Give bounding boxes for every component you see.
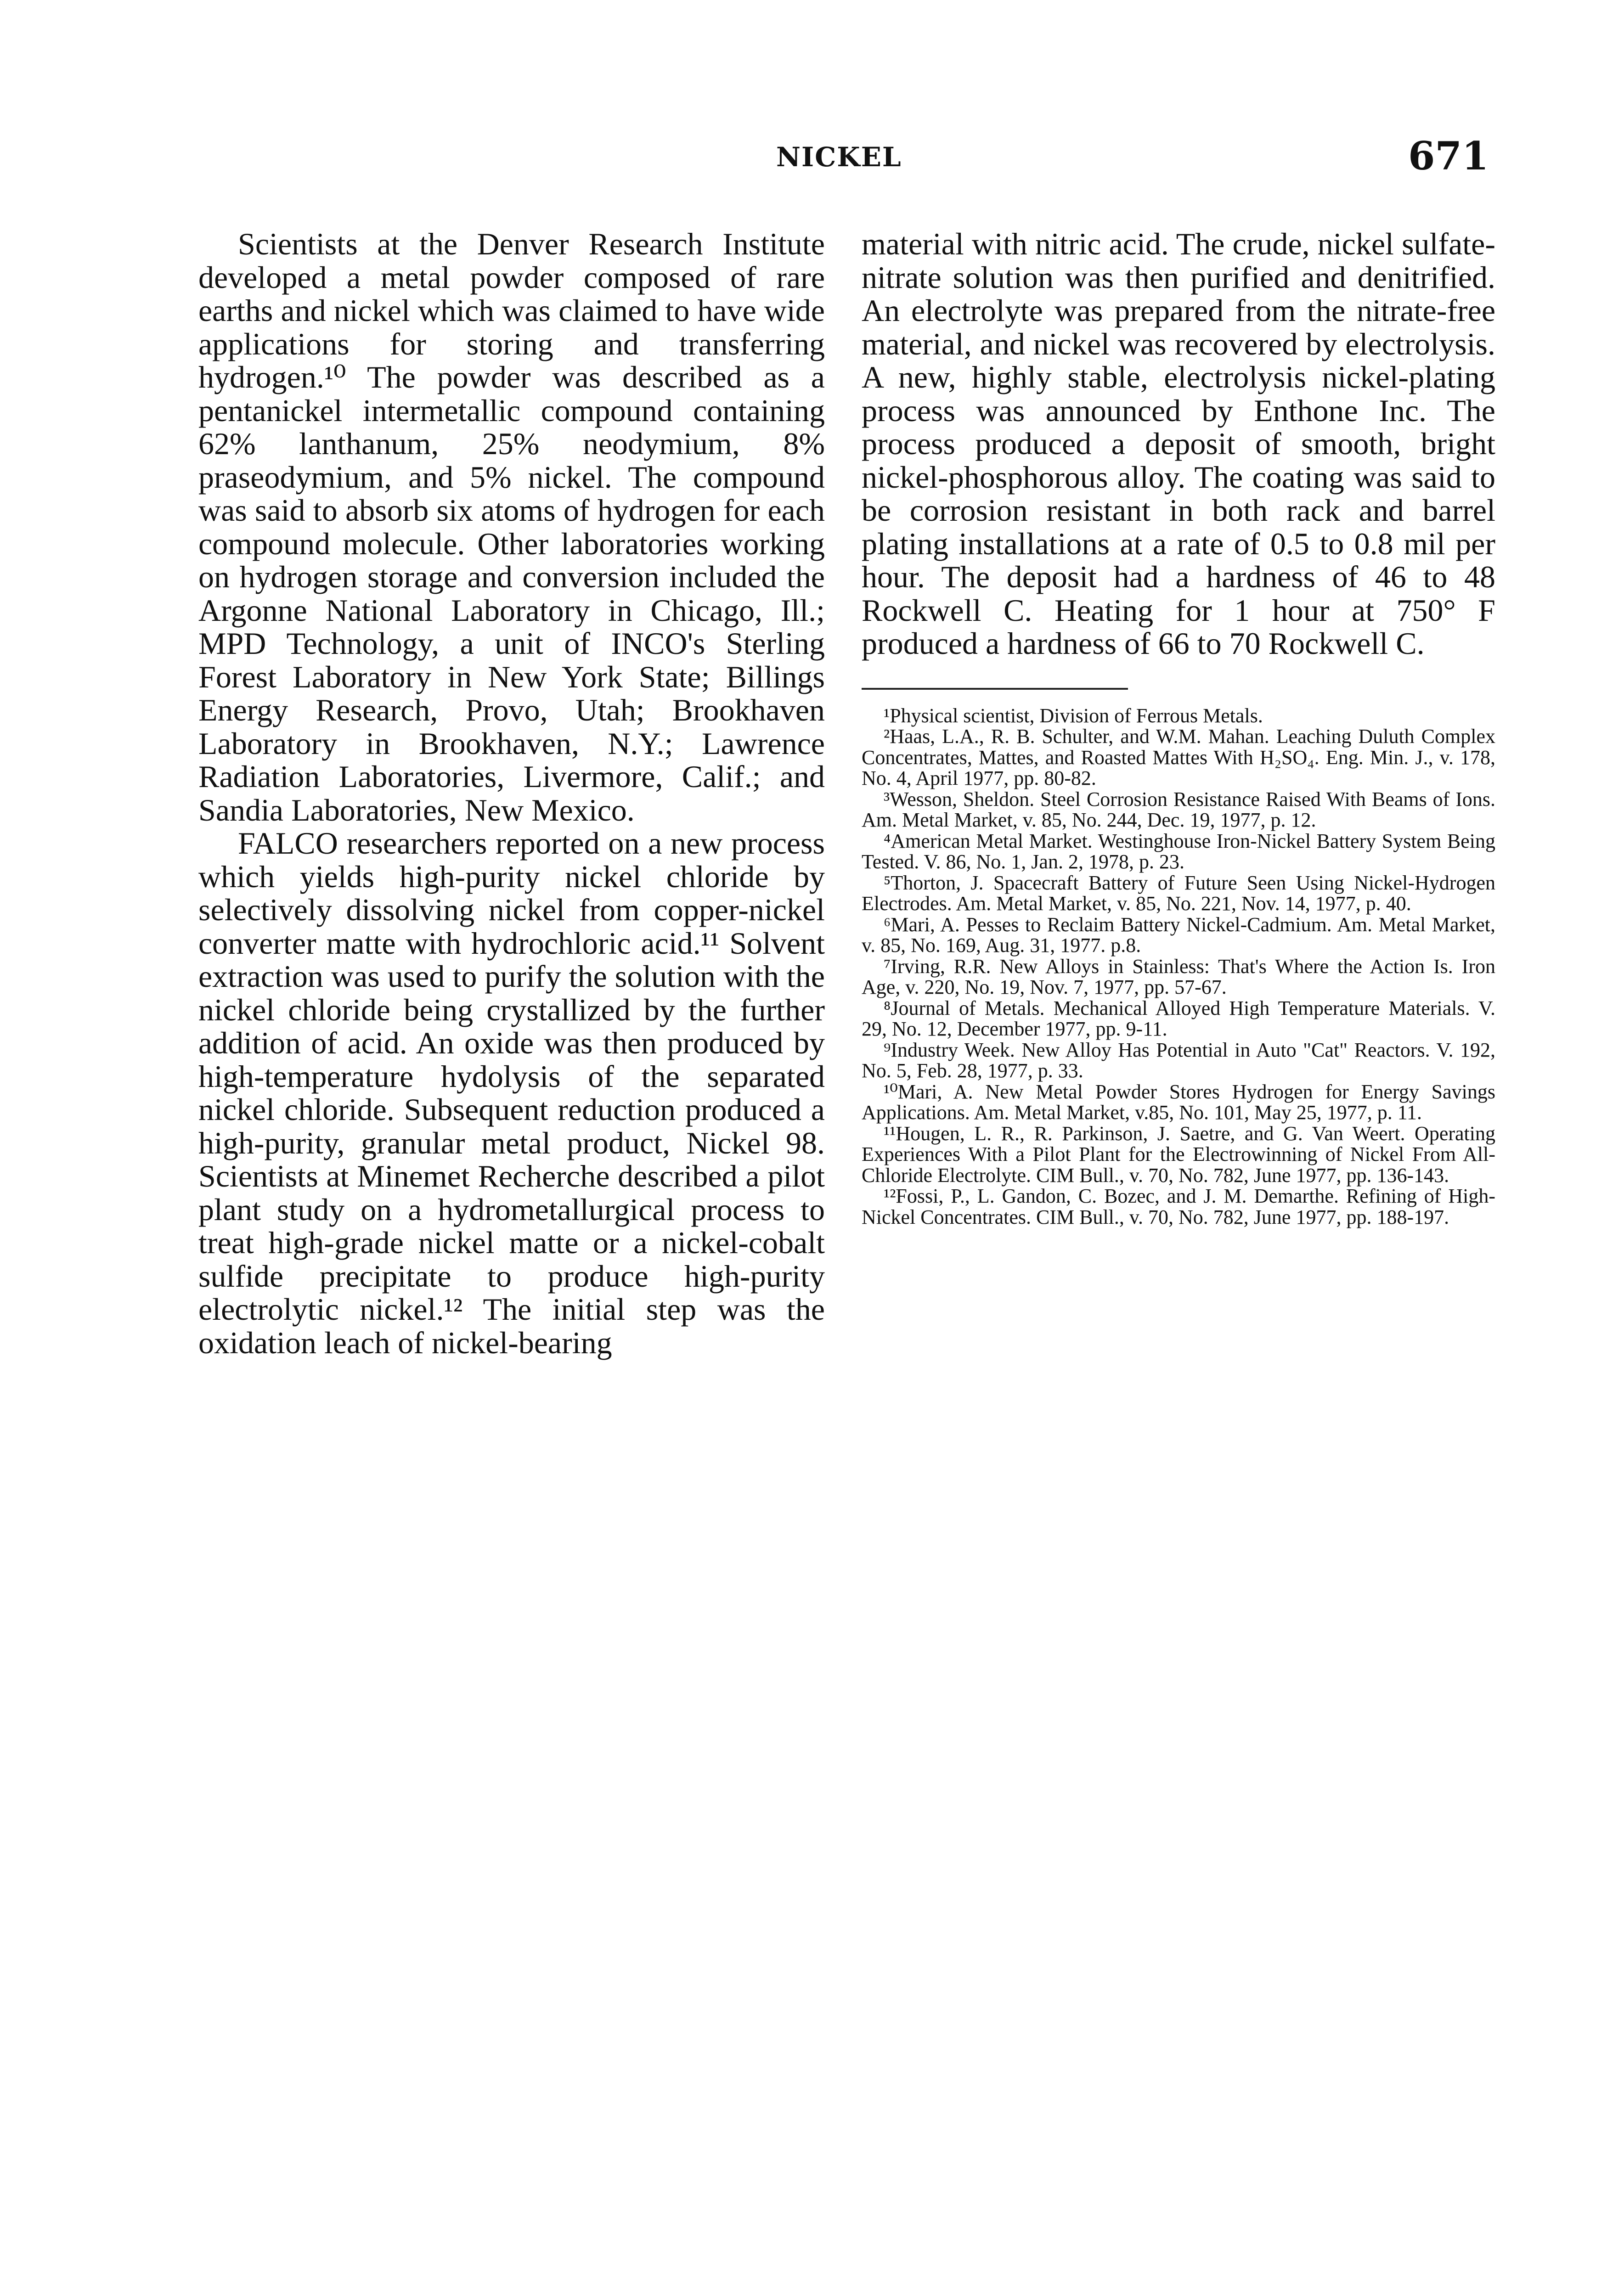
footnote: ⁵Thorton, J. Spacecraft Battery of Future Seen Using Nickel-Hydrogen Electrodes. Am. Metal Market, v. 85, No. 221, Nov. 14, 1977, p. 40. [862,871,1495,915]
footnote: ¹²Fossi, P., L. Gandon, C. Bozec, and J. M. Demarthe. Refining of High-Nickel Concentrates. CIM Bull., v. 70, No. 782, June 1977, pp. 188-197. [862,1185,1495,1228]
body-paragraph: Scientists at the Denver Research Institute developed a metal powder composed of rare earths and nickel which was claimed to have wide applications for storing and transferring hydrogen.¹⁰ The powder was described as a pentanickel intermetallic compound containing 62% lanthanum, 25% neodymium, 8% praseodymium, and 5% nickel. The compound was said to absorb six atoms of hydrogen for each compound molecule. Other laboratories working on hydrogen storage and conversion included the Argonne National Laboratory in Chicago, Ill.; MPD Technology, a unit of INCO's Sterling Forest Laboratory in New York State; Billings Energy Research, Provo, Utah; Brookhaven Laboratory in Brookhaven, N.Y.; Lawrence Radiation Laboratories, Livermore, Calif.; and Sandia Laboratories, New Mexico. [198,226,825,827]
footnotes [862,705,1495,1228]
running-header-title: NICKEL [776,141,902,173]
footnote: ⁴American Metal Market. Westinghouse Iron-Nickel Battery System Being Tested. V. 86, No. 1, Jan. 2, 1978, p. 23. [862,829,1495,873]
footnote: ¹⁰Mari, A. New Metal Powder Stores Hydrogen for Energy Savings Applications. Am. Metal Market, v.85, No. 101, May 25, 1977, p. 11. [862,1080,1495,1124]
footnote: ⁹Industry Week. New Alloy Has Potential in Auto "Cat" Reactors. V. 192, No. 5, Feb. 28, 1977, p. 33. [862,1038,1495,1082]
footnote: ⁷Irving, R.R. New Alloys in Stainless: That's Where the Action Is. Iron Age, v. 220, No. 19, Nov. 7, 1977, pp. 57-67. [862,955,1495,998]
right-column [862,227,1495,1227]
footnote: ¹Physical scientist, Division of Ferrous Metals. [884,704,1263,727]
body-paragraph-continued: material with nitric acid. The crude, nickel sulfate-nitrate solution was then purified and denitrified. An electrolyte was prepared from the nitrate-free material, and nickel was recovered by electrolysis. A new, highly stable, electrolysis nickel-plating process was announced by Enthone Inc. The process produced a deposit of smooth, bright nickel-phosphorous alloy. The coating was said to be corrosion resistant in both rack and barrel plating installations at a rate of 0.5 to 0.8 mil per hour. The deposit had a hardness of 46 to 48 Rockwell C. Heating for 1 hour at 750° F produced a hardness of 66 to 70 Rockwell C. [862,226,1495,661]
footnote: ³Wesson, Sheldon. Steel Corrosion Resistance Raised With Beams of Ions. Am. Metal Market, v. 85, No. 244, Dec. 19, 1977, p. 12. [862,788,1495,831]
footnote: ⁶Mari, A. Pesses to Reclaim Battery Nickel-Cadmium. Am. Metal Market, v. 85, No. 169, Aug. 31, 1977. p.8. [862,913,1495,957]
footnote: ⁸Journal of Metals. Mechanical Alloyed High Temperature Materials. V. 29, No. 12, December 1977, pp. 9-11. [862,996,1495,1040]
footnote: ¹¹Hougen, L. R., R. Parkinson, J. Saetre, and G. Van Weert. Operating Experiences With a Pilot Plant for the Electrowinning of Nickel From All-Chloride Electrolyte. CIM Bull., v. 70, No. 782, June 1977, pp. 136-143. [862,1122,1495,1187]
footnote-divider [862,688,1128,690]
page-number: 671 [1408,133,1489,179]
left-column [198,227,825,1359]
footnote: ²Haas, L.A., R. B. Schulter, and W.M. Mahan. Leaching Duluth Complex Concentrates, Mattes, and Roasted Mattes With H₂SO₄. Eng. Min. J., v. 178, No. 4, April 1977, pp. 80-82. [862,725,1495,789]
body-paragraph: FALCO researchers reported on a new process which yields high-purity nickel chloride by selectively dissolving nickel from copper-nickel converter matte with hydrochloric acid.¹¹ Solvent extraction was used to purify the solution with the nickel chloride being crystallized by the further addition of acid. An oxide was then produced by high-temperature hydolysis of the separated nickel chloride. Subsequent reduction produced a high-purity, granular metal product, Nickel 98. Scientists at Minemet Recherche described a pilot plant study on a hydrometallurgical process to treat high-grade nickel matte or a nickel-cobalt sulfide precipitate to produce high-purity electrolytic nickel.¹² The initial step was the oxidation leach of nickel-bearing [198,826,825,1360]
